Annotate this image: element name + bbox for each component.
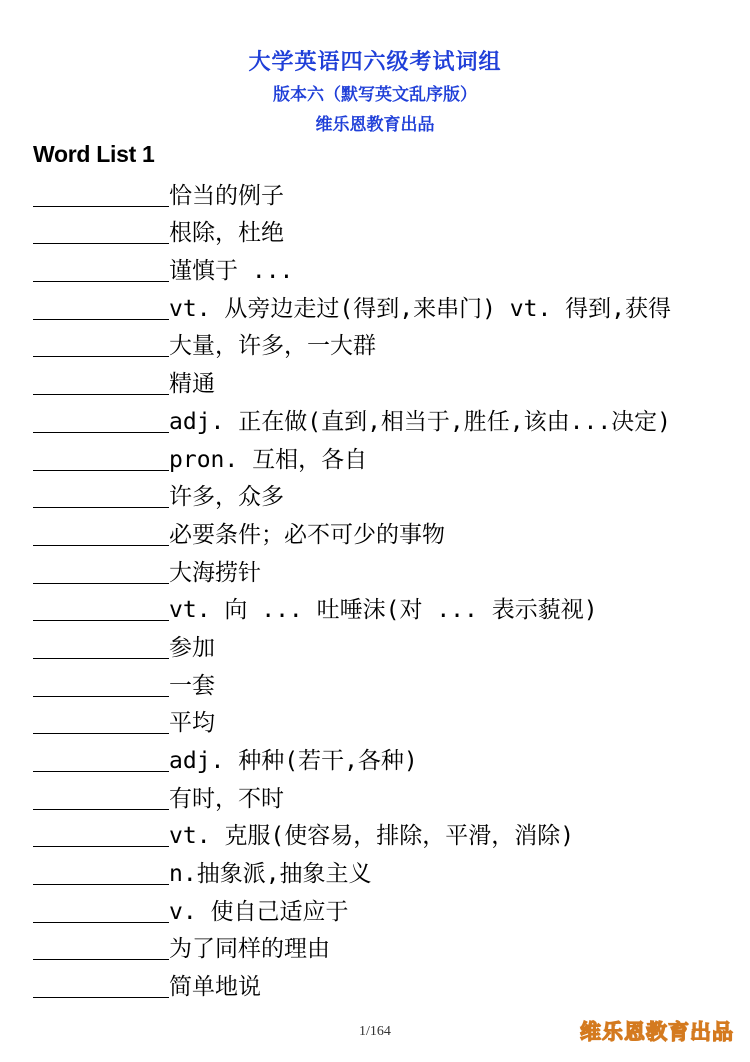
answer-blank[interactable] [33, 845, 169, 847]
definition: 参加 [169, 634, 215, 661]
answer-blank[interactable] [33, 770, 169, 772]
list-item [33, 250, 733, 288]
list-item [33, 778, 733, 816]
answer-blank[interactable] [33, 657, 169, 659]
definition: vt. 克服(使容易，排除，平滑，消除) [169, 823, 575, 850]
definition: adj. 种种(若干,各种) [169, 748, 418, 774]
page-number: 1/164 [359, 1024, 391, 1039]
definition: pron. 互相，各自 [169, 446, 368, 473]
answer-blank[interactable] [33, 242, 169, 244]
definition: 简单地说 [169, 974, 261, 1001]
publisher-line: 维乐恩教育出品 [315, 115, 435, 135]
document-subtitle: 版本六（默写英文乱序版） [273, 85, 477, 105]
answer-blank[interactable] [33, 280, 169, 282]
answer-blank[interactable] [33, 921, 169, 923]
answer-blank[interactable] [33, 808, 169, 810]
list-item [33, 966, 733, 1004]
definition: 许多，众多 [169, 484, 284, 511]
list-item [33, 590, 733, 628]
answer-blank[interactable] [33, 205, 169, 207]
list-item [33, 929, 733, 967]
definition: adj. 正在做(直到,相当于,胜任,该由...决定) [169, 408, 672, 435]
list-item [33, 477, 733, 515]
definition: v. 使自己适应于 [169, 898, 349, 925]
definition: vt. 从旁边走过(得到,来串门) vt. 得到,获得 [169, 295, 672, 322]
list-item [33, 363, 733, 401]
list-item [33, 175, 733, 213]
definition: 恰当的例子 [169, 182, 284, 209]
definition: n.抽象派,抽象主义 [169, 861, 372, 888]
definition: 谨慎于 ... [169, 258, 294, 285]
answer-blank[interactable] [33, 431, 169, 433]
list-item [33, 816, 733, 854]
list-item [33, 326, 733, 364]
answer-blank[interactable] [33, 318, 169, 320]
list-item [33, 853, 733, 891]
answer-blank[interactable] [33, 732, 169, 734]
answer-blank[interactable] [33, 883, 169, 885]
list-item [33, 627, 733, 665]
list-item [33, 552, 733, 590]
document-title: 大学英语四六级考试词组 [248, 50, 502, 75]
list-item [33, 740, 733, 778]
definition: 为了同样的理由 [169, 936, 330, 963]
list-item [33, 288, 733, 326]
definition: 一套 [169, 672, 215, 699]
answer-blank[interactable] [33, 355, 169, 357]
word-list [33, 175, 733, 1004]
definition: 大海捞针 [169, 559, 261, 586]
answer-blank[interactable] [33, 469, 169, 471]
answer-blank[interactable] [33, 544, 169, 546]
answer-blank[interactable] [33, 582, 169, 584]
definition: 精通 [169, 371, 215, 398]
list-item [33, 891, 733, 929]
definition: 有时，不时 [169, 785, 284, 812]
answer-blank[interactable] [33, 958, 169, 960]
list-item [33, 514, 733, 552]
definition: 大量，许多，一大群 [169, 333, 376, 360]
answer-blank[interactable] [33, 619, 169, 621]
watermark-logo: 维乐恩教育出品 [580, 1020, 734, 1044]
answer-blank[interactable] [33, 393, 169, 395]
list-item [33, 439, 733, 477]
definition: 必要条件；必不可少的事物 [169, 521, 445, 548]
answer-blank[interactable] [33, 695, 169, 697]
definition: 平均 [169, 710, 215, 737]
definition: 根除，杜绝 [169, 220, 284, 247]
list-item [33, 401, 733, 439]
definition: vt. 向 ... 吐唾沫(对 ... 表示藐视) [169, 597, 598, 624]
answer-blank[interactable] [33, 506, 169, 508]
list-item [33, 213, 733, 251]
word-list-heading: Word List 1 [33, 141, 155, 167]
answer-blank[interactable] [33, 996, 169, 998]
list-item [33, 703, 733, 741]
list-item [33, 665, 733, 703]
